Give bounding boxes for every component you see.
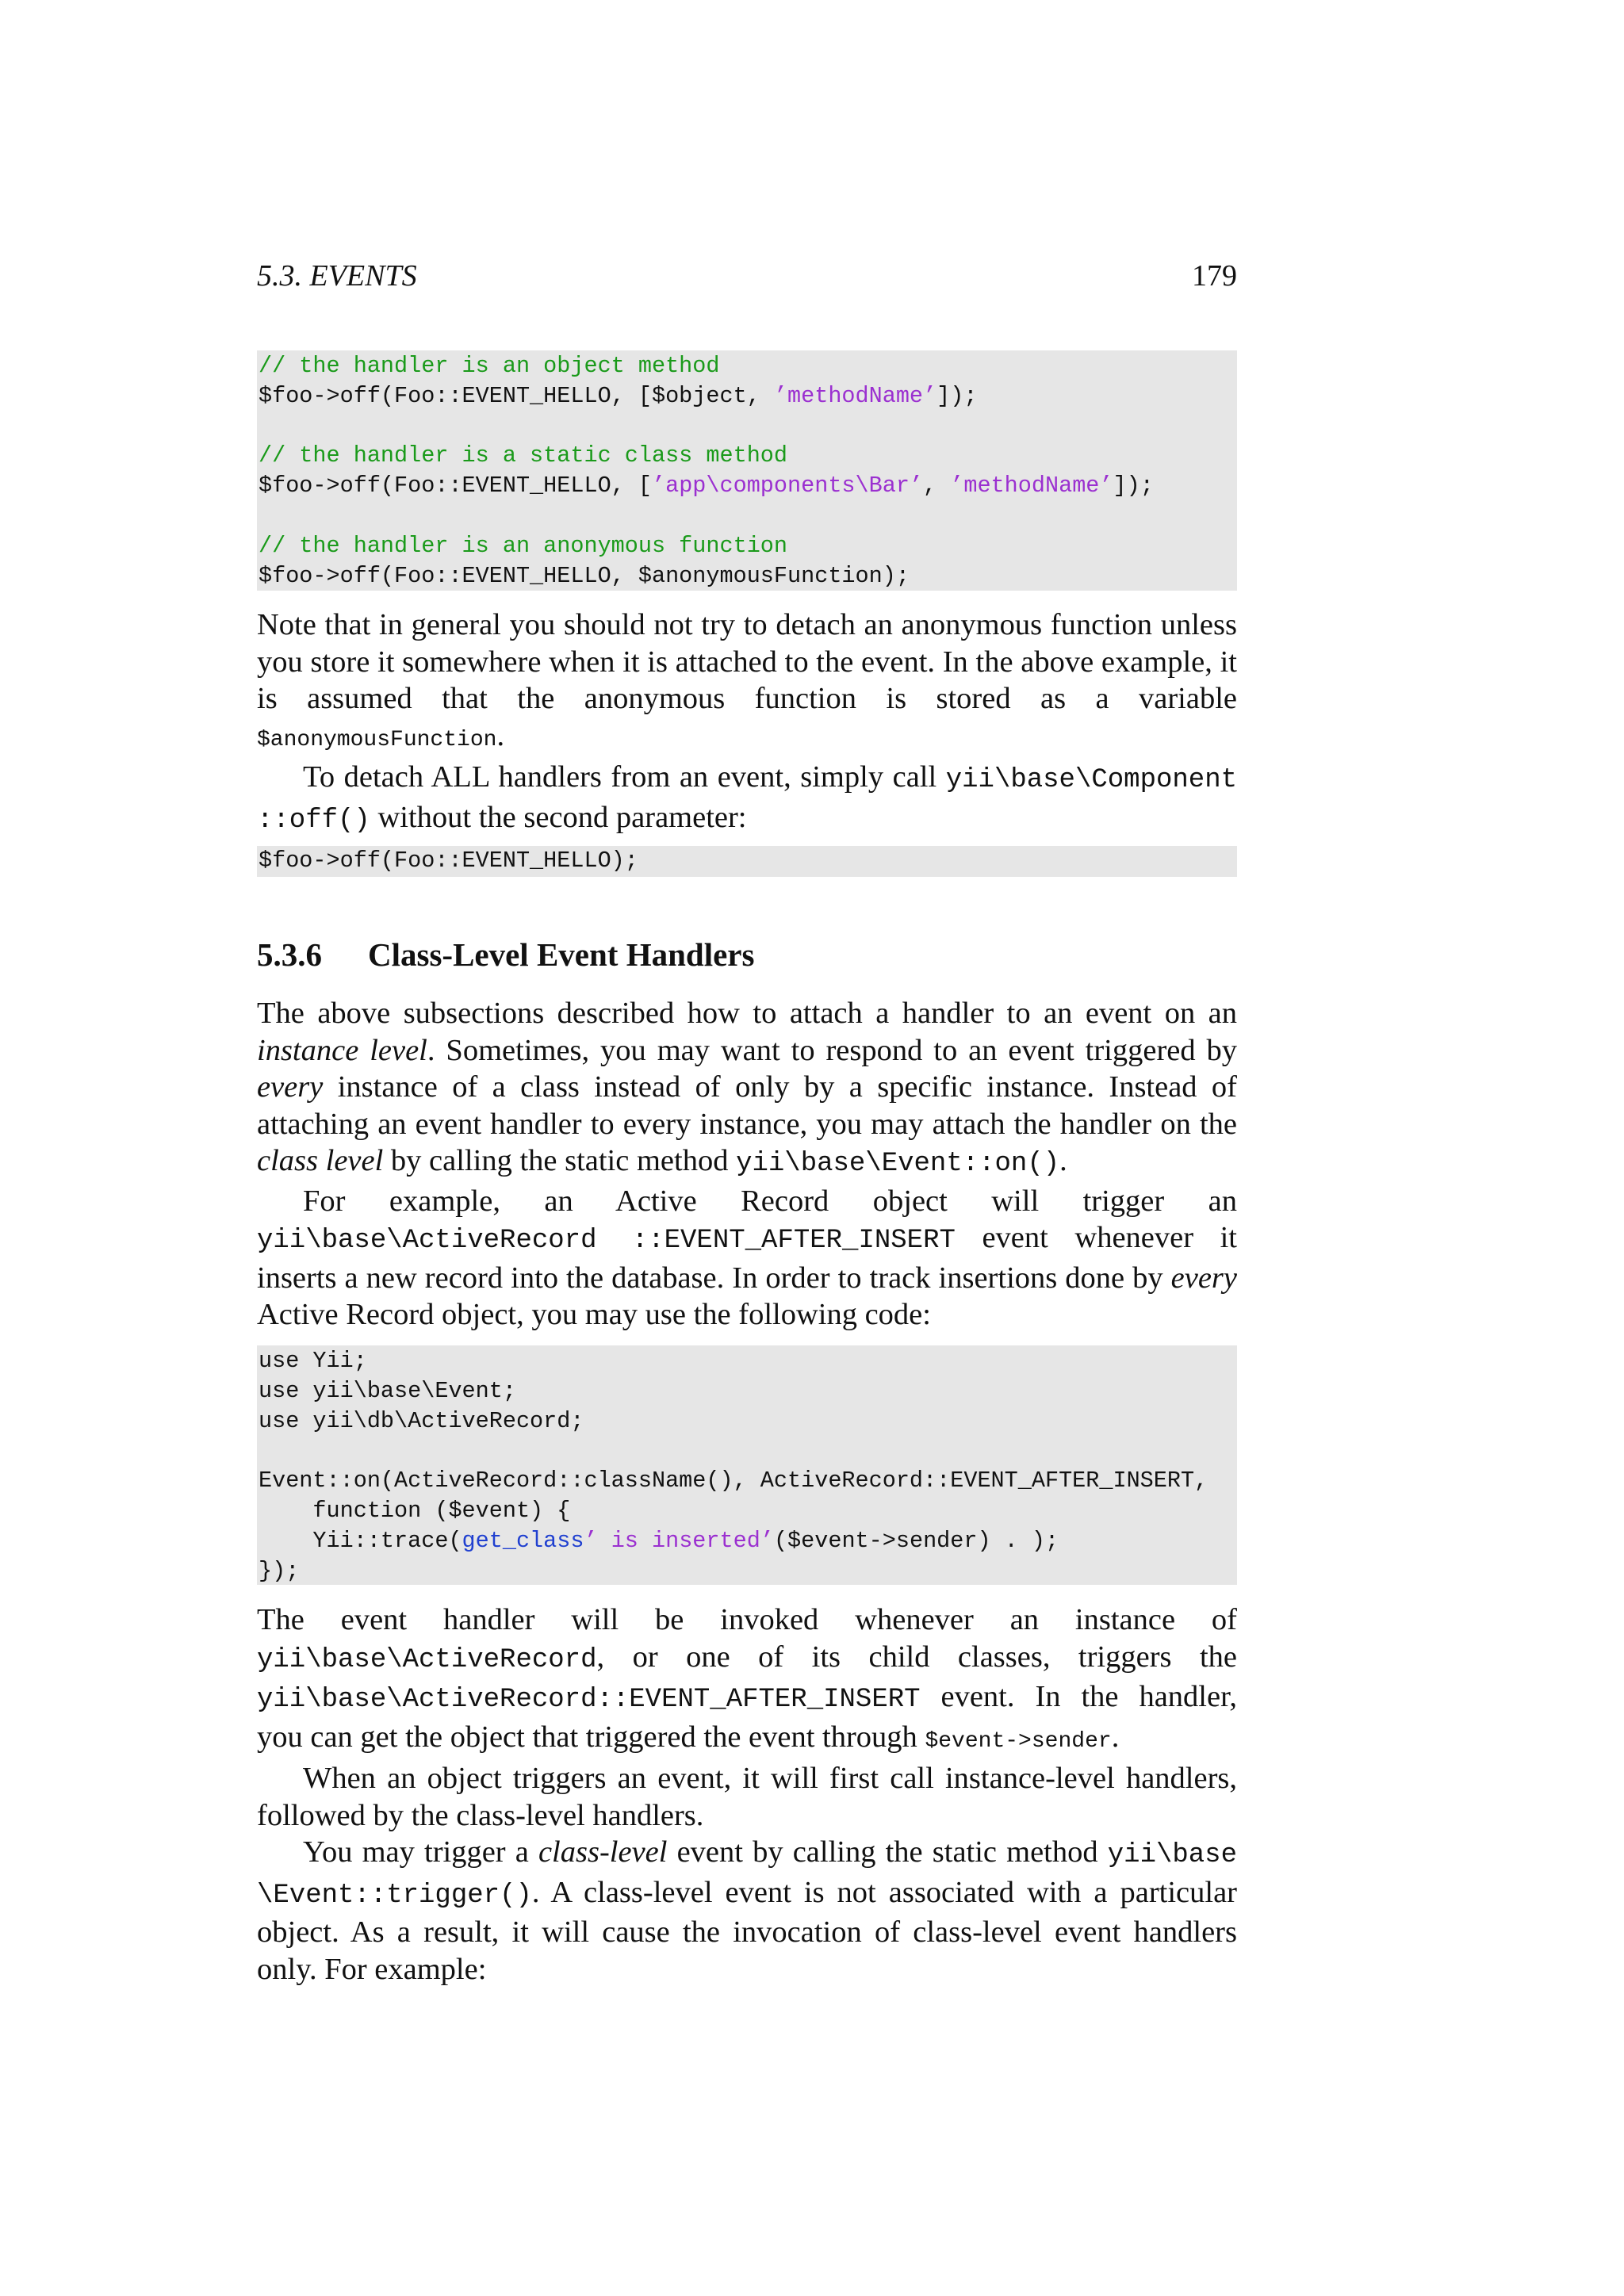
code-line: Event::on(ActiveRecord::className(), ActiveRecord::EVENT_AFTER_INSERT, [259,1468,1208,1494]
code-line [259,1436,1237,1466]
code-line: use Yii; [259,1348,367,1374]
code-line: use yii\base\Event; [259,1377,516,1404]
paragraph-group-trigger [257,1601,1237,1988]
inline-code: yii\base\ActiveRecord ::EVENT_AFTER_INSERT [257,1226,956,1256]
inline-code: yii\base\ActiveRecord [257,1644,597,1675]
running-head [257,258,1237,293]
inline-code: yii\base\ActiveRecord::EVENT_AFTER_INSERT [257,1685,921,1715]
code-comment-line: // the handler is an object method [259,353,720,379]
paragraph-group-class-level [257,995,1237,1334]
paragraph-active-record-example: For example, an Active Record object will trigger an yii\base\ActiveRecord ::EVENT_AFTER_INSERT event whenever it inserts a new record into the database. In order to track insertions done by every Active Record object, you may use the following code: [257,1184,1237,1331]
section-running-title: 5.3. EVENTS [257,259,417,293]
paragraph-anonymous-function-note: Note that in general you should not try to detach an anonymous function unless you store it somewhere when it is attached to the event. In the above example, it is assumed that the anonymous function is stored as a variable $anonymousFunction. [257,608,1237,752]
inline-code: yii\base \Event::trigger() [257,1840,1237,1911]
code-line: $foo->off(Foo::EVENT_HELLO); [259,848,638,874]
paragraph-trigger-class-level: You may trigger a class-level event by calling the static method yii\base \Event::trigger(). A class-level event is not associated with a particular object. As a result, it will cause the invocation of class-level event handlers only. For example: [257,1835,1237,1986]
paragraph-handler-order: When an object triggers an event, it will first call instance-level handlers, followed by the class-level handlers. [257,1762,1237,1832]
code-line: }); [259,1557,300,1584]
code-comment-line: // the handler is an anonymous function [259,532,788,559]
code-line: $foo->off(Foo::EVENT_HELLO, $anonymousFunction); [259,562,910,589]
paragraph-handler-invocation: The event handler will be invoked whenever an instance of yii\base\ActiveRecord, or one of its child classes, triggers the yii\base\ActiveRecord::EVENT_AFTER_INSERT event. In the handler, you can get the object that triggered the event through $event->sender. [257,1603,1237,1754]
code-block-detach-all [257,846,1237,877]
paragraph-class-level-intro: The above subsections described how to attach a handler to an event on an instance level. Sometimes, you may want to respond to an event triggered by every instance of a class instead of only by a specific instance. Instead of attaching an event handler to every instance, you may attach the handler on the class level by calling the static method yii\base\Event::on(). [257,997,1238,1179]
code-line [259,411,1237,442]
page-number: 179 [1192,259,1237,293]
code-line: function ($event) { [259,1497,571,1524]
code-block-class-level-handler [257,1345,1237,1585]
code-comment-line: // the handler is a static class method [259,442,788,469]
paragraph-group-detach [257,607,1237,839]
code-line: Yii::trace(get_class’ is inserted’($event->sender) . ); [259,1527,1059,1554]
code-line: $foo->off(Foo::EVENT_HELLO, [$object, ’methodName’]); [259,382,978,409]
paragraph-detach-all: To detach ALL handlers from an event, simply call yii\base\Component ::off() without the second parameter: [257,760,1237,836]
section-heading [257,936,1237,974]
inline-code: $anonymousFunction [257,727,497,752]
section-number: 5.3.6 [257,936,322,973]
code-line [259,501,1237,531]
code-block-detach-handlers [257,350,1237,591]
code-line: $foo->off(Foo::EVENT_HELLO, [’app\components\Bar’, ’methodName’]); [259,473,1154,499]
section-title: Class-Level Event Handlers [368,936,755,973]
inline-code: yii\base\Component ::off() [257,765,1237,836]
inline-code: $event->sender [925,1728,1112,1754]
code-line: use yii\db\ActiveRecord; [259,1407,584,1434]
inline-code: yii\base\Event::on() [736,1149,1060,1179]
